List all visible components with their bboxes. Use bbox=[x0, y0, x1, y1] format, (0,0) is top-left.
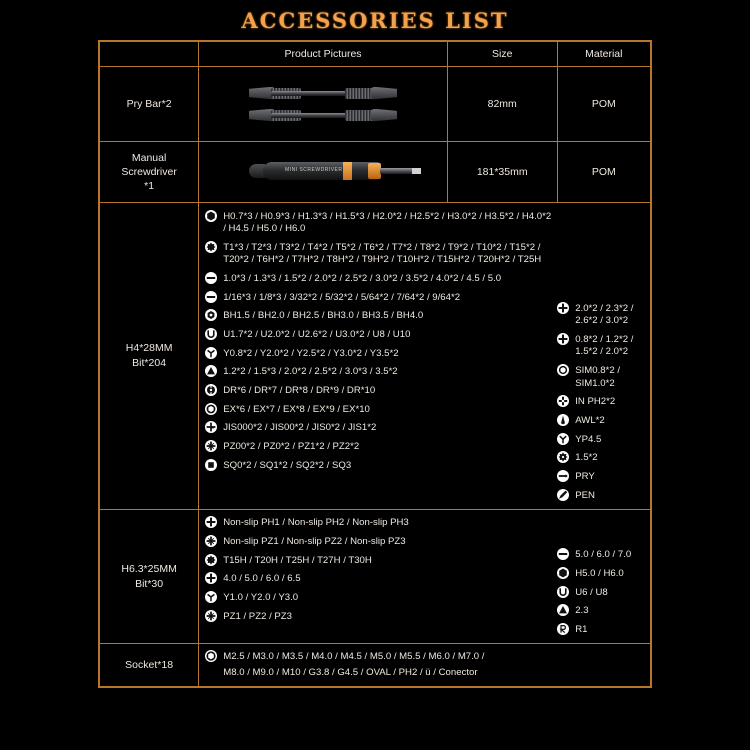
y-icon bbox=[205, 591, 217, 603]
row-material-screwdriver: POM bbox=[557, 142, 650, 203]
bit-line-text: Non-slip PZ1 / Non-slip PZ2 / Non-slip PZ3 bbox=[223, 536, 406, 548]
bits-28mm-left-column bbox=[199, 207, 551, 505]
row-name-bits-28mm bbox=[100, 203, 199, 510]
bit-line-text: PEN bbox=[575, 489, 595, 501]
bits-25mm-cell bbox=[199, 509, 651, 643]
spanner-icon bbox=[205, 384, 217, 396]
bit-line-text: U6 / U8 bbox=[575, 586, 608, 598]
square-icon bbox=[205, 459, 217, 471]
pozi-icon bbox=[205, 535, 217, 547]
triangle-icon bbox=[205, 365, 217, 377]
bit-line bbox=[199, 363, 551, 382]
bit-line-text: 1.5*2 bbox=[575, 452, 598, 464]
bit-line-text: T1*3 / T2*3 / T3*2 / T4*2 / T5*2 / T6*2 / T7*2 / T8*2 / T9*2 / T10*2 / T15*2 / T20*2 / T6H*2 / T7H*2 / T8H*2 / T9H*2 / T10H*2 / T15H*2 / T20H*2 / T25H bbox=[223, 241, 542, 266]
hex-socket-icon bbox=[205, 403, 217, 415]
inph-icon bbox=[557, 395, 569, 407]
col-header-name bbox=[100, 42, 199, 67]
bit-line-text: U1.7*2 / U2.0*2 / U2.6*2 / U3.0*2 / U8 / U10 bbox=[223, 329, 411, 341]
col-header-size: Size bbox=[447, 42, 557, 67]
r-icon bbox=[557, 623, 569, 635]
phillips-icon bbox=[557, 333, 569, 345]
socket-icon bbox=[205, 650, 217, 662]
ball-hex-icon bbox=[205, 309, 217, 321]
bit-line bbox=[551, 330, 650, 361]
manual-screwdriver-icon: MINI SCREWDRIVER bbox=[223, 152, 423, 192]
row-name-pry-bar: Pry Bar*2 bbox=[100, 67, 199, 142]
bit-line-text: T15H / T20H / T25H / T27H / T30H bbox=[223, 554, 372, 566]
socket-cell bbox=[199, 644, 651, 687]
socket-line-text: M2.5 / M3.0 / M3.5 / M4.0 / M4.5 / M5.0 / M5.5 / M6.0 / M7.0 / bbox=[223, 651, 485, 663]
bit-line bbox=[199, 456, 551, 475]
bit-line-text: 2.0*2 / 2.3*2 / 2.6*2 / 3.0*2 bbox=[575, 302, 634, 327]
bit-line bbox=[199, 419, 551, 438]
bit-line bbox=[551, 565, 650, 584]
page-title: ACCESSORIES LIST bbox=[241, 8, 509, 33]
row-material-pry-bar: POM bbox=[557, 67, 650, 142]
pry-bar-icon bbox=[249, 87, 397, 100]
bit-line bbox=[199, 344, 551, 363]
bit-line-text: Y1.0 / Y2.0 / Y3.0 bbox=[223, 592, 299, 603]
table-row-socket bbox=[100, 644, 651, 687]
bit-line bbox=[199, 326, 551, 345]
bit-line bbox=[551, 299, 650, 330]
bit-line-text: Y0.8*2 / Y2.0*2 / Y2.5*2 / Y3.0*2 / Y3.5*2 bbox=[223, 347, 399, 359]
bit-line bbox=[199, 207, 551, 238]
bit-line-text: SIM0.8*2 / SIM1.0*2 bbox=[575, 365, 621, 389]
bit-line-text: IN PH2*2 bbox=[575, 396, 616, 408]
table-row bbox=[100, 67, 651, 142]
bit-line-text: SQ0*2 / SQ1*2 / SQ2*2 / SQ3 bbox=[223, 459, 352, 471]
sim-icon bbox=[557, 364, 569, 376]
socket-line-text: M8.0 / M9.0 / M10 / G3.8 / G4.5 / OVAL / PH2 / ü / Conector bbox=[223, 667, 478, 679]
bit-line-text: 1.0*3 / 1.3*3 / 1.5*2 / 2.0*2 / 2.5*2 / 3.0*2 / 3.5*2 / 4.0*2 / 4.5 / 5.0 bbox=[223, 273, 502, 285]
product-picture-screwdriver bbox=[199, 142, 448, 203]
bit-line-text: BH1.5 / BH2.0 / BH2.5 / BH3.0 / BH3.5 / BH4.0 bbox=[223, 310, 424, 322]
socket-line bbox=[205, 649, 646, 665]
socket-line bbox=[205, 665, 646, 681]
col-header-material: Material bbox=[557, 42, 650, 67]
bit-line bbox=[551, 621, 650, 640]
row-name-socket: Socket*18 bbox=[100, 644, 199, 687]
row-name-bits-25mm bbox=[100, 509, 199, 643]
bit-line bbox=[199, 382, 551, 401]
bit-line-text: PRY bbox=[575, 471, 595, 483]
bit-line bbox=[199, 270, 551, 289]
table-header-row bbox=[100, 42, 651, 67]
bit-line bbox=[199, 288, 551, 307]
bit-line-text: 4.0 / 5.0 / 6.0 / 6.5 bbox=[223, 573, 301, 585]
bits-28mm-right-column bbox=[551, 207, 650, 505]
bit-line-text: H5.0 / H6.0 bbox=[575, 568, 624, 580]
bit-line-text: JIS000*2 / JIS00*2 / JIS0*2 / JIS1*2 bbox=[223, 422, 377, 434]
bits-25mm-label-line: Bit*30 bbox=[135, 577, 164, 590]
bit-line bbox=[199, 514, 551, 533]
torx-icon bbox=[205, 554, 217, 566]
row-size-pry-bar: 82mm bbox=[447, 67, 557, 142]
bits-28mm-label-line: H4*28MM bbox=[125, 342, 173, 355]
bit-line bbox=[199, 533, 551, 552]
phillips-icon bbox=[557, 302, 569, 314]
bit-line-text: AWL*2 bbox=[575, 415, 605, 427]
u-icon bbox=[205, 328, 217, 340]
bit-line-text: 2.3 bbox=[575, 605, 589, 617]
bits-28mm-cell bbox=[199, 203, 651, 510]
bit-line-text: EX*6 / EX*7 / EX*8 / EX*9 / EX*10 bbox=[223, 403, 370, 415]
bit-line-text: DR*6 / DR*7 / DR*8 / DR*9 / DR*10 bbox=[223, 385, 376, 397]
hex-icon bbox=[557, 567, 569, 579]
table-row bbox=[100, 142, 651, 203]
product-picture-pry-bar bbox=[199, 67, 448, 142]
y-icon bbox=[205, 347, 217, 359]
bit-line bbox=[551, 430, 650, 449]
bit-line-text: 0.8*2 / 1.2*2 / 1.5*2 / 2.0*2 bbox=[575, 333, 634, 358]
bit-line bbox=[551, 546, 650, 565]
bit-line bbox=[551, 449, 650, 468]
bit-line-text: Non-slip PH1 / Non-slip PH2 / Non-slip PH3 bbox=[223, 517, 409, 529]
star-icon bbox=[557, 451, 569, 463]
torx-icon bbox=[205, 241, 217, 253]
bit-line bbox=[551, 602, 650, 621]
bit-line bbox=[199, 307, 551, 326]
table-row-bits-25mm bbox=[100, 509, 651, 643]
bits-28mm-label-line: Bit*204 bbox=[132, 356, 167, 369]
triangle-icon bbox=[557, 604, 569, 616]
row-size-screwdriver: 181*35mm bbox=[447, 142, 557, 203]
bit-line bbox=[199, 400, 551, 419]
pozi-icon bbox=[205, 610, 217, 622]
bit-line bbox=[551, 468, 650, 487]
bit-line bbox=[199, 238, 551, 269]
slotted-icon bbox=[205, 272, 217, 284]
bit-line bbox=[551, 412, 650, 431]
row-name-line: *1 bbox=[144, 180, 155, 193]
bit-line bbox=[551, 362, 650, 393]
bit-line bbox=[551, 393, 650, 412]
pozi-icon bbox=[205, 440, 217, 452]
bit-line-text: PZ1 / PZ2 / PZ3 bbox=[223, 610, 292, 622]
bit-line bbox=[199, 551, 551, 570]
slotted-icon bbox=[557, 548, 569, 560]
bit-line-text: 5.0 / 6.0 / 7.0 bbox=[575, 549, 632, 561]
jis-icon bbox=[205, 421, 217, 433]
accessories-table bbox=[98, 40, 652, 688]
pen-icon bbox=[557, 489, 569, 501]
phillips-icon bbox=[205, 516, 217, 528]
bit-line-text: H0.7*3 / H0.9*3 / H1.3*3 / H1.5*3 / H2.0*2 / H2.5*2 / H3.0*2 / H3.5*2 / H4.0*2 / H4.5 / H5.0 / H6.0 bbox=[223, 210, 552, 235]
bit-line bbox=[551, 486, 650, 505]
row-name-screwdriver bbox=[100, 142, 199, 203]
bit-line bbox=[199, 438, 551, 457]
bit-line-text: 1/16*3 / 1/8*3 / 3/32*2 / 5/32*2 / 5/64*2 / 7/64*2 / 9/64*2 bbox=[223, 291, 461, 303]
pry-icon bbox=[557, 470, 569, 482]
row-name-line: Manual bbox=[131, 151, 167, 164]
awl-icon bbox=[557, 414, 569, 426]
bits-25mm-label-line: H6.3*25MM bbox=[121, 562, 177, 575]
bit-line bbox=[199, 589, 551, 608]
col-header-picture: Product Pictures bbox=[199, 42, 448, 67]
hex-icon bbox=[205, 210, 217, 222]
u-icon bbox=[557, 586, 569, 598]
bit-line-text: YP4.5 bbox=[575, 433, 602, 445]
bits-25mm-left-column bbox=[199, 514, 551, 639]
bits-25mm-right-column bbox=[551, 514, 650, 639]
slotted-icon bbox=[205, 291, 217, 303]
bit-line bbox=[199, 607, 551, 626]
row-name-line: Screwdriver bbox=[121, 165, 177, 178]
bit-line-text: R1 bbox=[575, 624, 588, 635]
bit-line-text: PZ00*2 / PZ0*2 / PZ1*2 / PZ2*2 bbox=[223, 441, 360, 453]
table-row-bits-28mm bbox=[100, 203, 651, 510]
bit-line bbox=[551, 583, 650, 602]
yp-icon bbox=[557, 433, 569, 445]
pry-bar-icon bbox=[249, 109, 397, 122]
bit-line-text: 1.2*2 / 1.5*3 / 2.0*2 / 2.5*2 / 3.0*3 / 3.5*2 bbox=[223, 366, 398, 378]
phillips-icon bbox=[205, 572, 217, 584]
pry-bar-illustration bbox=[199, 71, 447, 137]
bit-line bbox=[199, 570, 551, 589]
